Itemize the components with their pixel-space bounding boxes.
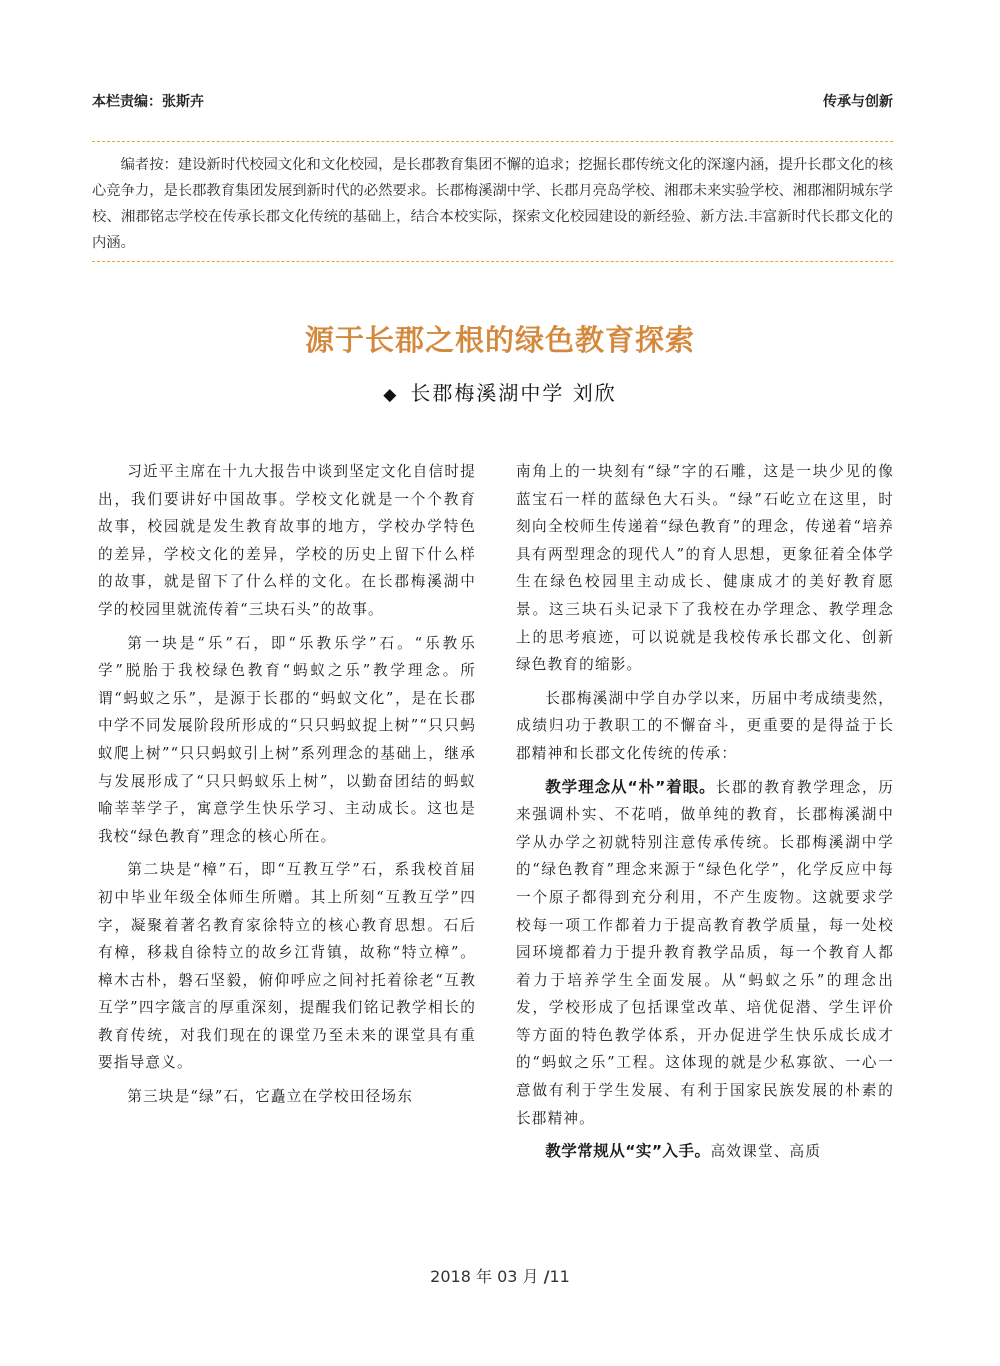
issue-date: 2018 年 03 月 bbox=[430, 1267, 544, 1286]
editors-note bbox=[92, 152, 893, 256]
right-column bbox=[516, 458, 894, 1166]
paragraph-text: 高效课堂、高质 bbox=[710, 1143, 822, 1161]
paragraph: 第一块是“乐”石，即“乐教乐学”石。“乐教乐学”脱胎于我校绿色教育“蚂蚁之乐”教学理念。所谓“蚂蚁之乐”，是源于长郡的“蚂蚁文化”，是在长郡中学不同发展阶段所形成的“只只蚂蚁捉上树”“只只蚂蚁爬上树”“只只蚂蚁引上树”系列理念的基础上，继承与发展形成了“只只蚂蚁乐上树”，以勤奋团结的蚂蚁喻莘莘学子，寓意学生快乐学习、主动成长。这也是我校“绿色教育”理念的核心所在。 bbox=[98, 634, 476, 845]
paragraph-text: 长郡梅溪湖中学自办学以来，历届中考成绩斐然，成绩归功于教职工的不懈奋斗，更重要的是得益于长郡精神和长郡文化传统的传承： bbox=[516, 689, 894, 762]
editors-note-text: 编者按：建设新时代校园文化和文化校园，是长郡教育集团不懈的追求；挖掘长郡传统文化的深邃内涵，提升长郡文化的核心竞争力，是长郡教育集团发展到新时代的必然要求。长郡梅溪湖中学、长郡月亮岛学校、湘郡未来实验学校、湘郡湘阴城东学校、湘郡铭志学校在传承长郡文化传统的基础上，结合本校实际，探索文化校园建设的新经验、新方法.丰富新时代长郡文化的内涵。 bbox=[92, 157, 893, 251]
left-column bbox=[98, 458, 476, 1111]
page-number: 11 bbox=[549, 1267, 570, 1286]
paragraph: 习近平主席在十九大报告中谈到坚定文化自信时提出，我们要讲好中国故事。学校文化就是一个个教育故事，校园就是发生教育故事的地方，学校办学特色的差异，学校文化的差异，学校的历史上留下什么样的故事，就是留下了什么样的文化。在长郡梅溪湖中学的校园里就流传着“三块石头”的故事。 bbox=[98, 463, 476, 618]
article-byline bbox=[0, 377, 1000, 406]
paragraph bbox=[516, 685, 894, 768]
paragraph-text: 南角上的一块刻有“绿”字的石雕，这是一块少见的像蓝宝石一样的蓝绿色大石头。“绿”石屹立在这里，时刻向全校师生传递着“绿色教育”的理念，传递着“培养具有两型理念的现代人”的育人思想，更象征着全体学生在绿色校园里主动成长、健康成才的美好教育愿景。这三块石头记录下了我校在办学理念、教学理念上的思考痕迹，可以说就是我校传承长郡文化、创新绿色教育的缩影。 bbox=[516, 463, 894, 674]
author-affiliation: 长郡梅溪湖中学 刘欣 bbox=[410, 381, 617, 405]
paragraph bbox=[516, 774, 894, 1133]
column-editor: 本栏责编：张斯卉 bbox=[92, 94, 204, 110]
top-divider bbox=[92, 141, 893, 142]
paragraph-lead: 教学理念从“朴”着眼。 bbox=[545, 777, 716, 796]
paragraph-lead: 教学常规从“实”入手。 bbox=[545, 1142, 711, 1161]
page-footer bbox=[0, 1264, 1000, 1287]
paragraph: 第二块是“樟”石，即“互教互学”石，系我校首届初中毕业年级全体师生所赠。其上所刻“互教互学”四字，凝聚着著名教育家徐特立的核心教育思想。石后有樟，移栽自徐特立的故乡江背镇，故称“特立樟”。樟木古朴，磐石坚毅，俯仰呼应之间衬托着徐老“互教互学”四字箴言的厚重深刻，提醒我们铭记教学相长的教育传统，对我们现在的课堂乃至未来的课堂具有重要指导意义。 bbox=[98, 861, 476, 1072]
article-title: 源于长郡之根的绿色教育探索 bbox=[304, 323, 695, 357]
bottom-divider bbox=[92, 261, 893, 262]
footer-slash: / bbox=[543, 1267, 550, 1286]
paragraph-text: 长郡的教育教学理念，历来强调朴实、不花哨，做单纯的教育，长郡梅溪湖中学从办学之初就特别注意传承传统。长郡梅溪湖中学的“绿色教育”理念来源于“绿色化学”，化学反应中每一个原子都得到充分利用，不产生废物。这就要求学校每一项工作都着力于提高教育教学质量，每一处校园环境都着力于提升教育教学品质，每一个教育人都着力于培养学生全面发展。从“蚂蚁之乐”的理念出发，学校形成了包括课堂改革、培优促潜、学生评价等方面的特色教学体系，开办促进学生快乐成长成才的“蚂蚁之乐”工程。这体现的就是少私寡欲、一心一意做有利于学生发展、有利于国家民族发展的朴素的长郡精神。 bbox=[516, 778, 895, 1127]
section-name: 传承与创新 bbox=[823, 94, 893, 110]
diamond-icon: ◆ bbox=[383, 385, 399, 405]
paragraph bbox=[516, 1138, 894, 1166]
paragraph bbox=[516, 458, 894, 679]
paragraph: 第三块是“绿”石，它矗立在学校田径场东 bbox=[127, 1088, 414, 1106]
